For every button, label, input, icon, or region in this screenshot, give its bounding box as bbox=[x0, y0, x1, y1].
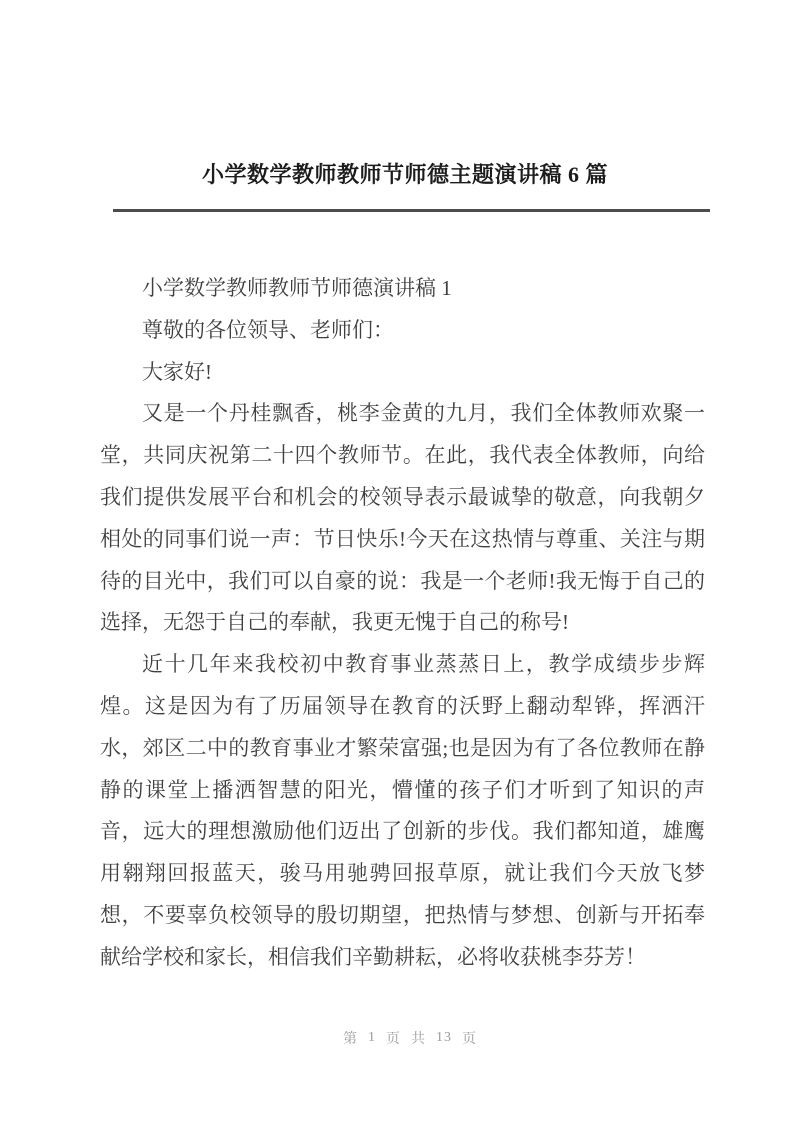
body-paragraph: 近十几年来我校初中教育事业蒸蒸日上，教学成绩步步辉煌。这是因为有了历届领导在教育的沃野上翻动犁铧，挥洒汗水，郊区二中的教育事业才繁荣富强;也是因为有了各位教师在静静的课堂上播洒智慧的阳光，懵懂的孩子们才听到了知识的声音，远大的理想激励他们迈出了创新的步伐。我们都知道，雄鹰用翱翔回报蓝天，骏马用驰骋回报草原，就让我们今天放飞梦想，不要辜负校领导的殷切期望，把热情与梦想、创新与开拓奉献给学校和家长，相信我们辛勤耕耘，必将收获桃李芬芳！ bbox=[100, 652, 705, 969]
document-body bbox=[100, 268, 705, 979]
page-footer bbox=[0, 1028, 800, 1048]
salutation-line: 尊敬的各位领导、老师们： bbox=[142, 317, 394, 342]
title-divider-rule bbox=[113, 209, 710, 212]
footer-text-di: 第 bbox=[343, 1032, 358, 1047]
greeting-line: 大家好! bbox=[142, 359, 212, 384]
footer-text-ye-total: 页 bbox=[462, 1032, 477, 1047]
footer-current-page-number: 1 bbox=[368, 1030, 376, 1045]
document-title: 小学数学教师教师节师德主题演讲稿 6 篇 bbox=[201, 162, 608, 187]
section-heading: 小学数学教师教师节师德演讲稿 1 bbox=[142, 276, 452, 300]
footer-text-ye: 页 bbox=[386, 1032, 401, 1047]
footer-text-gong: 共 bbox=[411, 1032, 426, 1047]
footer-total-page-number: 13 bbox=[436, 1030, 452, 1045]
body-paragraph: 又是一个丹桂飘香，桃李金黄的九月，我们全体教师欢聚一堂，共同庆祝第二十四个教师节。在此，我代表全体教师，向给我们提供发展平台和机会的校领导表示最诚挚的敬意，向我朝夕相处的同事们说一声：节日快乐!今天在这热情与尊重、关注与期待的目光中，我们可以自豪的说：我是一个老师!我无悔于自己的选择，无怨于自己的奉献，我更无愧于自己的称号! bbox=[100, 401, 705, 635]
